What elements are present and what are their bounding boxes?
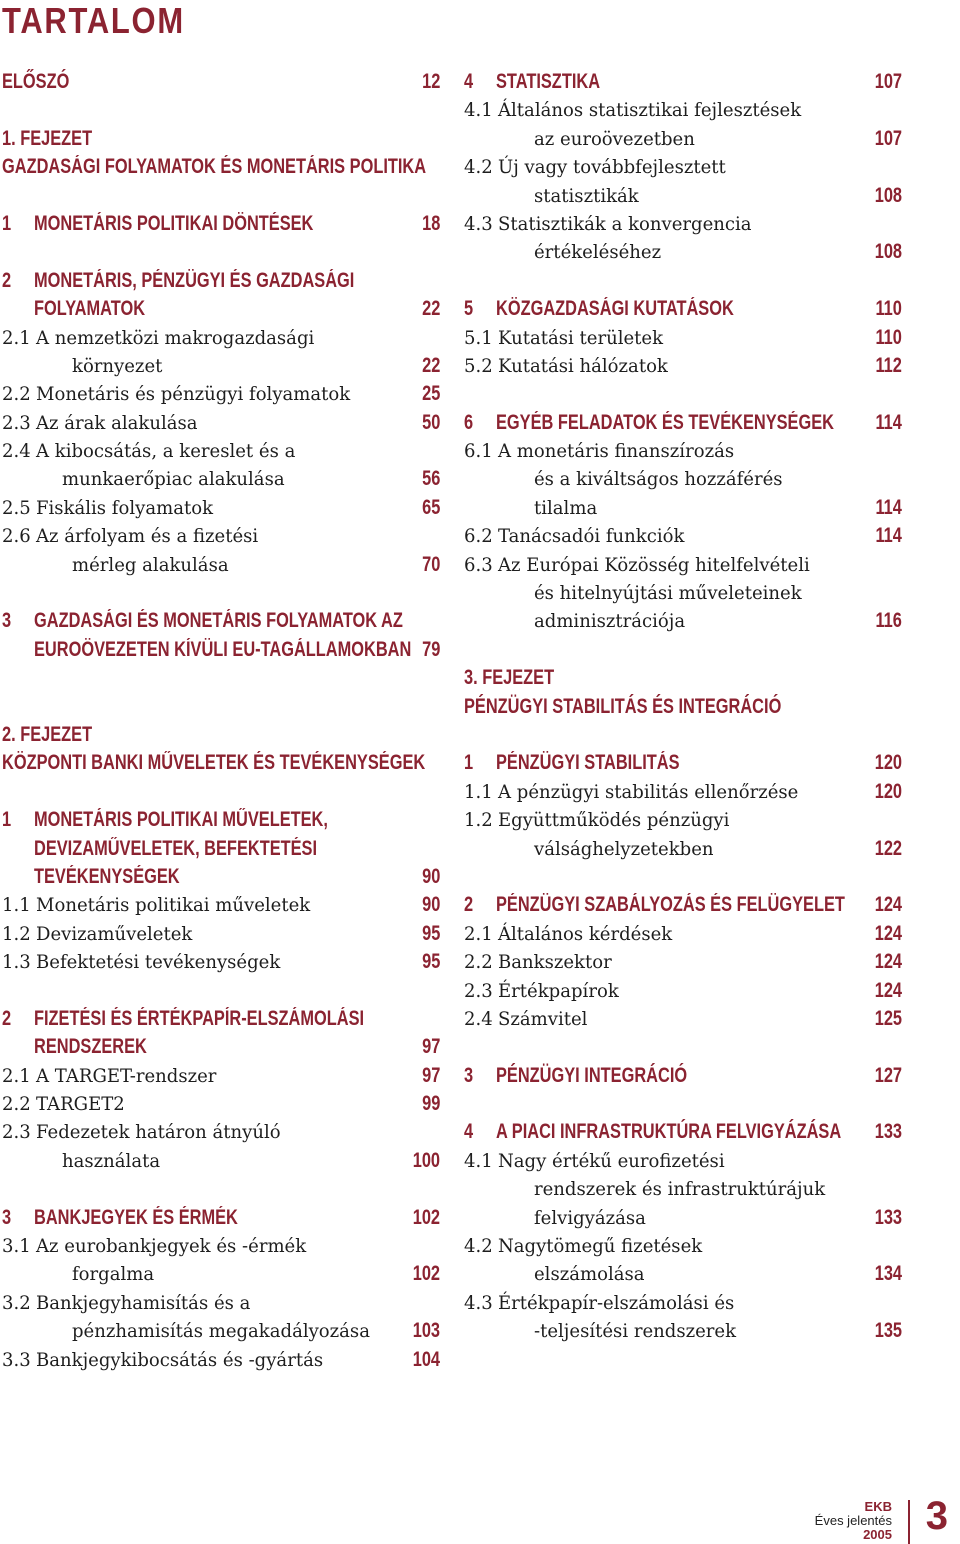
toc-page-number: 110 <box>875 297 902 321</box>
toc-page-number: 95 <box>421 950 440 974</box>
toc-title: Kutatási hálózatok <box>498 354 668 377</box>
toc-entry[interactable] <box>464 778 902 806</box>
toc-number: 2.2 <box>2 383 31 406</box>
toc-heading[interactable] <box>464 693 902 721</box>
toc-title: Az Európai Közösség hitelfelvételi <box>498 553 810 576</box>
toc-number: 3 <box>464 1063 474 1087</box>
toc-title: Általános statisztikai fejlesztések <box>498 99 802 122</box>
toc-title: rendszerek és infrastruktúrájuk <box>534 1178 826 1201</box>
toc-entry[interactable] <box>464 1317 902 1345</box>
toc-title: EGYÉB FELADATOK ÉS TEVÉKENYSÉGEK <box>496 410 834 434</box>
toc-title: DEVIZAMŰVELETEK, BEFEKTETÉSI <box>34 836 318 860</box>
toc-entry[interactable] <box>2 1232 440 1260</box>
toc-title: TARGET2 <box>36 1093 125 1116</box>
toc-page-number: 56 <box>421 467 440 491</box>
toc-number: 3.2 <box>2 1291 31 1314</box>
footer-report: Éves jelentés <box>814 1513 892 1528</box>
toc-entry[interactable] <box>464 522 902 550</box>
footer-divider <box>908 1500 910 1544</box>
toc-title: az euroövezetben <box>534 127 695 150</box>
toc-heading[interactable] <box>464 891 902 919</box>
toc-entry[interactable] <box>464 465 902 493</box>
toc-title: -teljesítési rendszerek <box>534 1320 737 1343</box>
toc-page-number: 95 <box>421 921 440 945</box>
toc-title: STATISZTIKA <box>496 70 601 93</box>
toc-heading[interactable] <box>2 721 440 749</box>
toc-entry[interactable] <box>2 1317 440 1345</box>
toc-page-number: 110 <box>875 325 902 349</box>
toc-page-number: 97 <box>421 1035 440 1059</box>
toc-title: MONETÁRIS POLITIKAI MŰVELETEK, <box>34 808 328 832</box>
toc-number: 4 <box>464 70 474 93</box>
toc-entry[interactable] <box>2 1346 440 1374</box>
toc-title: PÉNZÜGYI SZABÁLYOZÁS ÉS FELÜGYELET <box>496 893 845 917</box>
toc-page-number: 125 <box>874 1006 902 1030</box>
toc-heading[interactable] <box>2 68 440 96</box>
toc-number: 4.1 <box>464 1149 493 1172</box>
spacer <box>2 1175 440 1203</box>
toc-title: Új vagy továbbfejlesztett <box>498 156 726 179</box>
toc-number: 2.1 <box>464 922 493 945</box>
toc-number: 4.2 <box>464 1235 493 1258</box>
toc-title: munkaerőpiac alakulása <box>62 468 285 491</box>
toc-entry[interactable] <box>464 494 902 522</box>
toc-title: mérleg alakulása <box>72 553 229 576</box>
toc-page-number: 114 <box>875 410 902 434</box>
toc-page-number: 120 <box>874 751 902 775</box>
spacer <box>464 1033 902 1061</box>
toc-title: PÉNZÜGYI STABILITÁS ÉS INTEGRÁCIÓ <box>464 694 782 718</box>
toc-heading[interactable] <box>2 749 440 777</box>
toc-entry[interactable] <box>464 948 902 976</box>
toc-number: 2 <box>464 893 474 917</box>
toc-page-number: 122 <box>874 836 902 860</box>
toc-entry[interactable] <box>2 1289 440 1317</box>
toc-entry[interactable] <box>464 1147 902 1175</box>
toc-entry[interactable] <box>464 920 902 948</box>
toc-heading[interactable] <box>2 1204 440 1232</box>
toc-number: 2.4 <box>464 1007 493 1030</box>
toc-entry[interactable] <box>464 551 902 579</box>
toc-number: 6.2 <box>464 525 493 548</box>
spacer <box>464 863 902 891</box>
toc-title: A TARGET-rendszer <box>36 1064 217 1087</box>
toc-page-number: 120 <box>874 779 902 803</box>
toc-title: KÖZGAZDASÁGI KUTATÁSOK <box>496 297 734 321</box>
toc-title: Általános kérdések <box>498 922 673 945</box>
toc-number: 4.3 <box>464 212 493 235</box>
toc-title: RENDSZEREK <box>34 1035 147 1059</box>
toc-entry[interactable] <box>2 1147 440 1175</box>
toc-title: ELŐSZÓ <box>2 70 70 93</box>
toc-title: A pénzügyi stabilitás ellenőrzése <box>498 780 799 803</box>
toc-page-number: 97 <box>421 1063 440 1087</box>
toc-number: 5.2 <box>464 354 493 377</box>
toc-title: adminisztrációja <box>534 610 686 633</box>
toc-title: Az eurobankjegyek és -érmék <box>36 1235 307 1258</box>
toc-number: 2.4 <box>2 440 31 463</box>
toc-page-number: 108 <box>874 240 902 264</box>
toc-number: 2.3 <box>2 411 31 434</box>
toc-entry[interactable] <box>464 352 902 380</box>
toc-title: értékeléséhez <box>534 241 662 264</box>
toc-title: A PIACI INFRASTRUKTÚRA FELVIGYÁZÁSA <box>496 1120 842 1144</box>
toc-page-number: 104 <box>412 1347 440 1371</box>
toc-title: Statisztikák a konvergencia <box>498 212 752 235</box>
toc-entry[interactable] <box>2 1260 440 1288</box>
toc-number: 1.2 <box>464 809 493 832</box>
toc-number: 1 <box>2 808 12 832</box>
toc-entry[interactable] <box>2 891 440 919</box>
toc-entry[interactable] <box>464 579 902 607</box>
toc-entry[interactable] <box>2 380 440 408</box>
toc-entry[interactable] <box>464 607 902 635</box>
spacer <box>2 977 440 1005</box>
toc-page-number: 124 <box>874 893 902 917</box>
toc-page-number: 22 <box>421 353 440 377</box>
toc-number: 1.1 <box>2 894 31 917</box>
toc-number: 4 <box>464 1120 474 1144</box>
toc-title: BANKJEGYEK ÉS ÉRMÉK <box>34 1205 238 1229</box>
toc-number: 6.3 <box>464 553 493 576</box>
toc-title: GAZDASÁGI ÉS MONETÁRIS FOLYAMATOK AZ <box>34 609 403 633</box>
toc-page-number: 50 <box>421 410 440 434</box>
toc-number: 2.3 <box>2 1121 31 1144</box>
toc-entry[interactable] <box>2 1062 440 1090</box>
toc-entry[interactable] <box>2 352 440 380</box>
toc-number: 2.2 <box>2 1093 31 1116</box>
toc-entry[interactable] <box>464 1289 902 1317</box>
page-footer <box>812 1494 952 1544</box>
toc-title: Nagy értékű eurofizetési <box>498 1149 725 1172</box>
toc-entry[interactable] <box>464 125 902 153</box>
toc-number: 1.3 <box>2 951 31 974</box>
toc-number: 6 <box>464 410 474 434</box>
spacer <box>2 182 440 210</box>
toc-right-column <box>464 68 902 1346</box>
toc-entry[interactable] <box>464 977 902 1005</box>
toc-page-number: 116 <box>875 609 902 633</box>
toc-page-number: 124 <box>874 978 902 1002</box>
toc-heading[interactable] <box>2 835 440 863</box>
toc-title: Fedezetek határon átnyúló <box>36 1121 281 1144</box>
toc-title: használata <box>62 1149 161 1172</box>
toc-page-number: 107 <box>874 70 902 93</box>
toc-heading[interactable] <box>464 749 902 777</box>
toc-number: 2.1 <box>2 1064 31 1087</box>
toc-title: Bankjegykibocsátás és -gyártás <box>36 1348 324 1371</box>
toc-left-column <box>2 68 440 1374</box>
toc-page-number: 103 <box>412 1319 440 1343</box>
toc-number: 6.1 <box>464 440 493 463</box>
toc-number: 2.3 <box>464 979 493 1002</box>
toc-number: 2.2 <box>464 951 493 974</box>
toc-title: KÖZPONTI BANKI MŰVELETEK ÉS TEVÉKENYSÉGEK <box>2 751 426 775</box>
toc-page-number: 102 <box>412 1205 440 1229</box>
toc-number: 4.2 <box>464 156 493 179</box>
spacer <box>2 579 440 607</box>
toc-title: pénzhamisítás megakadályozása <box>72 1320 370 1343</box>
toc-title: 3. FEJEZET <box>464 666 555 690</box>
toc-title: válsághelyzetekben <box>534 837 714 860</box>
toc-heading[interactable] <box>2 863 440 891</box>
toc-entry[interactable] <box>464 96 902 124</box>
toc-entry[interactable] <box>464 210 902 238</box>
spacer <box>2 778 440 806</box>
toc-entry[interactable] <box>2 522 440 550</box>
toc-page-number: 18 <box>421 211 440 235</box>
toc-title: GAZDASÁGI FOLYAMATOK ÉS MONETÁRIS POLITIKA <box>2 155 427 179</box>
toc-title: 2. FEJEZET <box>2 722 93 746</box>
toc-number: 2.6 <box>2 525 31 548</box>
toc-title: Bankszektor <box>498 951 612 974</box>
toc-number: 2 <box>2 268 12 292</box>
toc-title: 1. FEJEZET <box>2 126 93 150</box>
toc-title: Az árak alakulása <box>36 411 198 434</box>
toc-title: Befektetési tevékenységek <box>36 951 281 974</box>
toc-title: Értékpapírok <box>498 979 619 1002</box>
toc-number: 2.1 <box>2 326 31 349</box>
toc-heading[interactable] <box>464 1062 902 1090</box>
toc-title: felvigyázása <box>534 1206 646 1229</box>
toc-title: PÉNZÜGYI INTEGRÁCIÓ <box>496 1063 688 1087</box>
spacer <box>464 636 902 664</box>
toc-heading[interactable] <box>2 210 440 238</box>
toc-page-number: 99 <box>421 1092 440 1116</box>
spacer <box>2 664 440 692</box>
toc-title: Értékpapír-elszámolási és <box>498 1291 735 1314</box>
toc-title: forgalma <box>72 1263 155 1286</box>
spacer <box>2 693 440 721</box>
toc-entry[interactable] <box>2 1090 440 1118</box>
toc-page-number: 127 <box>874 1063 902 1087</box>
toc-title: Számvitel <box>498 1007 588 1030</box>
toc-number: 3 <box>2 609 12 633</box>
toc-title: Monetáris és pénzügyi folyamatok <box>36 383 351 406</box>
toc-entry[interactable] <box>464 1005 902 1033</box>
toc-page-number: 124 <box>874 921 902 945</box>
toc-entry[interactable] <box>2 1118 440 1146</box>
toc-page-number: 135 <box>874 1319 902 1343</box>
toc-entry[interactable] <box>2 551 440 579</box>
toc-number: 2 <box>2 1006 12 1030</box>
toc-title: Devizaműveletek <box>36 922 193 945</box>
toc-number: 4.1 <box>464 99 493 122</box>
toc-title: EUROÖVEZETEN KÍVÜLI EU-TAGÁLLAMOKBAN <box>34 637 412 661</box>
toc-heading[interactable] <box>464 409 902 437</box>
spacer <box>464 267 902 295</box>
toc-page-number: 25 <box>421 382 440 406</box>
spacer <box>464 1090 902 1118</box>
toc-heading[interactable] <box>464 295 902 323</box>
toc-entry[interactable] <box>2 437 440 465</box>
toc-title: Tanácsadói funkciók <box>498 525 685 548</box>
toc-page-number: 79 <box>421 637 440 661</box>
toc-heading[interactable] <box>2 1033 440 1061</box>
toc-page-number: 108 <box>874 183 902 207</box>
toc-entry[interactable] <box>464 1260 902 1288</box>
toc-entry[interactable] <box>2 920 440 948</box>
toc-title: Nagytömegű fizetések <box>498 1235 703 1258</box>
toc-page-number: 102 <box>412 1262 440 1286</box>
toc-title: környezet <box>72 354 163 377</box>
toc-title: Kutatási területek <box>498 326 664 349</box>
toc-number: 5 <box>464 297 474 321</box>
toc-title: MONETÁRIS POLITIKAI DÖNTÉSEK <box>34 211 314 235</box>
toc-entry[interactable] <box>464 1175 902 1203</box>
toc-page-number: 107 <box>874 126 902 150</box>
toc-title: A monetáris finanszírozás <box>498 440 735 463</box>
toc-number: 1.1 <box>464 780 493 803</box>
toc-entry[interactable] <box>464 153 902 181</box>
toc-title: Együttműködés pénzügyi <box>498 809 730 832</box>
toc-title: Fiskális folyamatok <box>36 496 214 519</box>
toc-page-number: 134 <box>874 1262 902 1286</box>
toc-entry[interactable] <box>2 494 440 522</box>
toc-entry[interactable] <box>464 182 902 210</box>
toc-page-number: 112 <box>875 353 902 377</box>
toc-heading[interactable] <box>2 295 440 323</box>
toc-entry[interactable] <box>464 238 902 266</box>
toc-title: és a kiváltságos hozzáférés <box>534 468 783 491</box>
spacer <box>2 96 440 124</box>
toc-number: 3.3 <box>2 1348 31 1371</box>
toc-number: 1 <box>464 751 474 775</box>
toc-entry[interactable] <box>464 437 902 465</box>
toc-title: A kibocsátás, a kereslet és a <box>36 440 296 463</box>
toc-title: TEVÉKENYSÉGEK <box>34 864 180 888</box>
toc-title: FIZETÉSI ÉS ÉRTÉKPAPÍR-ELSZÁMOLÁSI <box>34 1006 365 1030</box>
footer-text <box>815 1500 892 1542</box>
toc-page-number: 133 <box>874 1120 902 1144</box>
toc-title: és hitelnyújtási műveleteinek <box>534 582 802 605</box>
toc-heading[interactable] <box>2 806 440 834</box>
toc-number: 1.2 <box>2 922 31 945</box>
toc-page-number: 12 <box>421 70 440 93</box>
toc-heading[interactable] <box>2 636 440 664</box>
toc-page-number: 90 <box>421 864 440 888</box>
toc-entry[interactable] <box>2 465 440 493</box>
toc-entry[interactable] <box>2 409 440 437</box>
toc-number: 3.1 <box>2 1235 31 1258</box>
toc-heading[interactable] <box>464 664 902 692</box>
toc-page-number: 133 <box>874 1205 902 1229</box>
toc-heading[interactable] <box>2 1005 440 1033</box>
toc-heading[interactable] <box>2 153 440 181</box>
footer-year: 2005 <box>863 1527 892 1542</box>
toc-title: elszámolása <box>534 1263 645 1286</box>
toc-title: FOLYAMATOK <box>34 297 146 321</box>
spacer <box>2 238 440 266</box>
spacer <box>464 380 902 408</box>
toc-title: Az árfolyam és a fizetési <box>36 525 259 548</box>
toc-page-number: 90 <box>421 893 440 917</box>
toc-page-number: 114 <box>875 524 902 548</box>
toc-heading[interactable] <box>464 1118 902 1146</box>
toc-page-number: 65 <box>421 495 440 519</box>
toc-title: PÉNZÜGYI STABILITÁS <box>496 751 680 775</box>
footer-org: EKB <box>864 1499 892 1514</box>
toc-heading[interactable] <box>464 68 902 96</box>
toc-page-number: 114 <box>875 495 902 519</box>
toc-page-number: 22 <box>421 297 440 321</box>
toc-title: MONETÁRIS, PÉNZÜGYI ÉS GAZDASÁGI <box>34 268 355 292</box>
toc-title: Monetáris politikai műveletek <box>36 894 311 917</box>
toc-title: Bankjegyhamisítás és a <box>36 1291 251 1314</box>
toc-page-number: 124 <box>874 950 902 974</box>
toc-entry[interactable] <box>464 806 902 834</box>
toc-entry[interactable] <box>2 324 440 352</box>
toc-title: tilalma <box>534 496 598 519</box>
page-number: 3 <box>925 1494 948 1538</box>
toc-title: A nemzetközi makrogazdasági <box>36 326 315 349</box>
toc-entry[interactable] <box>2 948 440 976</box>
toc-number: 3 <box>2 1205 12 1229</box>
toc-number: 5.1 <box>464 326 493 349</box>
toc-entry[interactable] <box>464 1232 902 1260</box>
toc-entry[interactable] <box>464 835 902 863</box>
toc-number: 4.3 <box>464 1291 493 1314</box>
toc-entry[interactable] <box>464 324 902 352</box>
toc-number: 1 <box>2 211 12 235</box>
spacer <box>464 721 902 749</box>
toc-entry[interactable] <box>464 1204 902 1232</box>
toc-page-number: 70 <box>421 552 440 576</box>
toc-heading[interactable] <box>2 267 440 295</box>
toc-title: statisztikák <box>534 184 639 207</box>
toc-number: 2.5 <box>2 496 31 519</box>
page-title: TARTALOM <box>2 0 185 41</box>
toc-page-number: 100 <box>412 1148 440 1172</box>
toc-heading[interactable] <box>2 607 440 635</box>
toc-heading[interactable] <box>2 125 440 153</box>
